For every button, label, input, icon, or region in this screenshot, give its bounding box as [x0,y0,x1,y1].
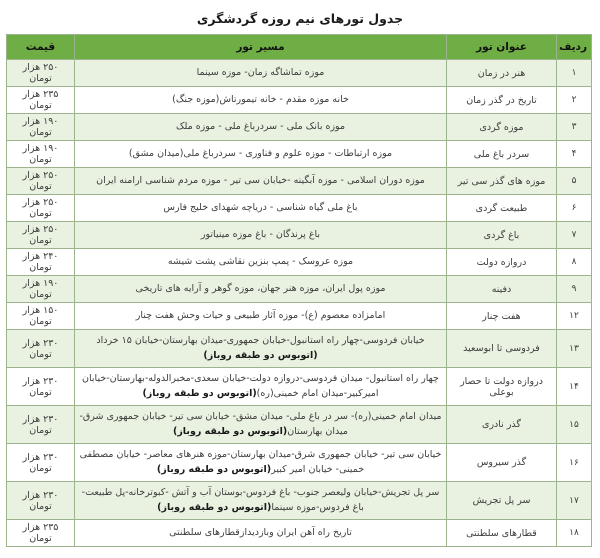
tour-title-cell: دفینه [447,276,557,303]
price-cell: ۲۵۰ هزار تومان [7,60,75,87]
price-cell: ۱۹۰ هزار تومان [7,276,75,303]
route-text: موزه بانک ملی - سردرباغ ملی - موزه ملک [175,120,346,132]
table-body [7,60,592,547]
row-number-cell: ۱۶ [557,444,592,482]
table-row [7,249,592,276]
header-tour-route: مسیر تور [75,35,447,60]
row-number-cell: ۹ [557,276,592,303]
price-cell: ۲۳۰ هزار تومان [7,444,75,482]
price-cell: ۲۴۰ هزار تومان [7,249,75,276]
route-text: خیابان فردوسی-چهار راه استانبول-خیابان جمهوری-میدان بهارستان-خیابان ۱۵ خرداد [96,334,425,346]
tour-title-cell: گذر نادری [447,406,557,444]
route-bold-text: (اتوبوس دو طبقه روباز) [203,349,318,361]
price-cell: ۲۳۰ هزار تومان [7,368,75,406]
row-number-cell: ۳ [557,114,592,141]
table-header [7,35,592,60]
route-text: خیابان سی تیر- خیابان جمهوری شرق-میدان بهارستان-موزه هنرهای معاصر- خیابان مصطفی خمینی- خیابان امیر کبیر [79,448,442,475]
table-row [7,330,592,368]
route-text: موزه ارتباطات - موزه علوم و فناوری - سردرباغ ملی(میدان مشق) [128,147,393,159]
table-row [7,482,592,520]
price-cell: ۲۵۰ هزار تومان [7,195,75,222]
price-cell: ۲۳۰ هزار تومان [7,482,75,520]
tour-title-cell: دروازه دولت تا حصار بوعلی [447,368,557,406]
header-price: قیمت [7,35,75,60]
tour-title-cell: فردوسی تا ابوسعید [447,330,557,368]
tour-title-cell: موزه های گذر سی تیر [447,168,557,195]
tour-title-cell: طبیعت گردی [447,195,557,222]
table-row [7,114,592,141]
table-row [7,368,592,406]
tour-route-cell [75,406,447,444]
table-row [7,222,592,249]
table-row [7,60,592,87]
route-text: باغ ملی گیاه شناسی - دریاچه شهدای خلیج فارس [163,201,358,213]
tour-route-cell [75,60,447,87]
tour-route-cell [75,87,447,114]
price-cell: ۱۹۰ هزار تومان [7,141,75,168]
row-number-cell: ۱۸ [557,520,592,547]
price-cell: ۲۵۰ هزار تومان [7,222,75,249]
route-text: موزه عروسک - پمپ بنزین نقاشی پشت شیشه [167,255,354,267]
tour-title-cell: هنر در زمان [447,60,557,87]
row-number-cell: ۱ [557,60,592,87]
table-row [7,276,592,303]
price-cell: ۲۳۵ هزار تومان [7,520,75,547]
price-cell: ۲۳۵ هزار تومان [7,87,75,114]
row-number-cell: ۱۲ [557,303,592,330]
tour-title-cell: گذر سیروس [447,444,557,482]
table-row [7,87,592,114]
tour-route-cell [75,444,447,482]
route-text: باغ پرندگان - باغ موزه مینیاتور [200,228,321,240]
route-text: چهار راه استانبول- میدان فردوسی-دروازه دولت-خیابان سعدی-مخبرالدوله-بهارستان-خیابان امیرکبیر-میدان امام خمینی(ره) [82,372,439,399]
price-cell: ۱۵۰ هزار تومان [7,303,75,330]
route-text: سر پل تجریش-خیابان ولیعصر جنوب- باغ فردوس-بوستان آب و آتش -کبوترخانه-پل طبیعت-باغ فردوس-موزه سینما [81,486,440,513]
tour-title-cell: قطارهای سلطنتی [447,520,557,547]
row-number-cell: ۱۷ [557,482,592,520]
tour-route-cell [75,168,447,195]
row-number-cell: ۴ [557,141,592,168]
header-tour-title: عنوان تور [447,35,557,60]
route-text: خانه موزه مقدم - خانه تیمورتاش(موزه جنگ) [172,93,349,105]
row-number-cell: ۵ [557,168,592,195]
tour-title-cell: هفت چنار [447,303,557,330]
table-row [7,195,592,222]
table-row [7,141,592,168]
tour-route-cell [75,222,447,249]
tour-title-cell: سر پل تجریش [447,482,557,520]
tour-title-cell: تاریخ در گذر زمان [447,87,557,114]
price-cell: ۲۳۰ هزار تومان [7,406,75,444]
table-row [7,444,592,482]
tour-title-cell: سردر باغ ملی [447,141,557,168]
tour-route-cell [75,141,447,168]
route-bold-text: (اتوبوس دو طبقه روباز) [157,501,272,513]
row-number-cell: ۲ [557,87,592,114]
tour-title-cell: دروازه دولت [447,249,557,276]
tour-route-cell [75,368,447,406]
tour-title-cell: موزه گردی [447,114,557,141]
table-row [7,303,592,330]
tour-route-cell [75,482,447,520]
row-number-cell: ۶ [557,195,592,222]
tour-route-cell [75,303,447,330]
table-row [7,406,592,444]
page-title: جدول تورهای نیم روزه گردشگری [196,11,404,26]
header-row [7,35,592,60]
row-number-cell: ۱۳ [557,330,592,368]
row-number-cell: ۷ [557,222,592,249]
header-row-number: ردیف [557,35,592,60]
route-text: موزه تماشاگه زمان- موزه سینما [196,66,325,78]
route-text: میدان امام خمینی(ره)- سر در باغ ملی- میدان مشق- خیابان سی تیر- خیابان جمهوری شرق- میدان بهارستان [79,410,442,437]
tour-route-cell [75,330,447,368]
tour-route-cell [75,249,447,276]
row-number-cell: ۱۵ [557,406,592,444]
route-bold-text: (اتوبوس دو طبقه روباز) [173,425,288,437]
tour-title-cell: باغ گردی [447,222,557,249]
tour-route-cell [75,520,447,547]
row-number-cell: ۸ [557,249,592,276]
route-bold-text: (اتوبوس دو طبقه روباز) [142,387,257,399]
tour-route-cell [75,114,447,141]
tours-table [6,34,592,547]
table-row [7,520,592,547]
row-number-cell: ۱۴ [557,368,592,406]
table-row [7,168,592,195]
price-cell: ۱۹۰ هزار تومان [7,114,75,141]
tour-route-cell [75,195,447,222]
route-text: امامزاده معصوم (ع)- موزه آثار طبیعی و حیات وحش هفت چنار [135,309,386,321]
route-bold-text: (اتوبوس دو طبقه روباز) [156,463,272,475]
route-text: موزه پول ایران، موزه هنر جهان، موزه گوهر و آرایه های تاریخی [135,282,386,294]
route-text: موزه دوران اسلامی - موزه آبگینه -خیابان سی تیر - موزه مردم شناسی ارامنه ایران [96,174,425,186]
route-text: تاریخ راه آهن ایران وبازدیدازقطارهای سلطنتی [169,526,352,538]
tour-route-cell [75,276,447,303]
price-cell: ۲۳۰ هزار تومان [7,330,75,368]
price-cell: ۲۵۰ هزار تومان [7,168,75,195]
